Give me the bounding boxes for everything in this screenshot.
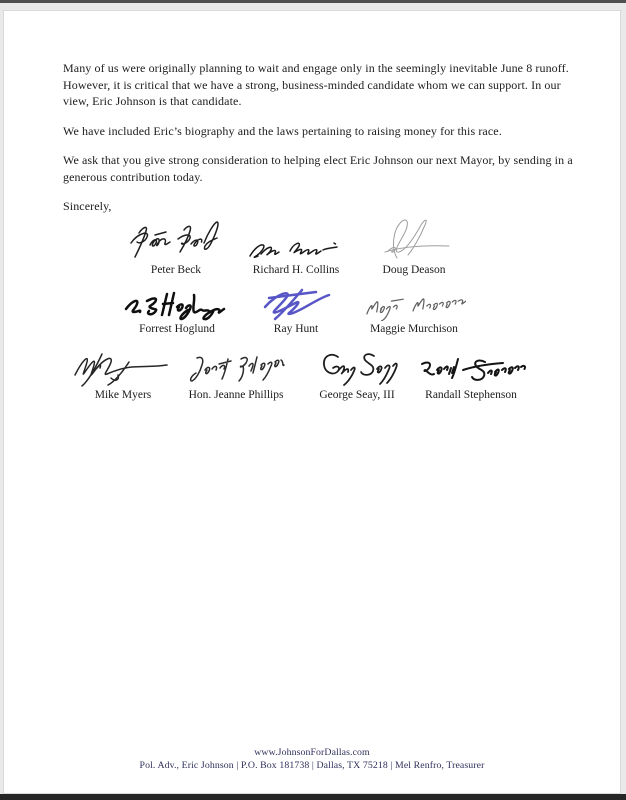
letter-footer [4,747,620,772]
signer-name: Randall Stephenson [425,389,517,401]
signature-ray-hunt-image [231,284,361,321]
signer-block-doug-deason [349,216,479,276]
signer-name: Peter Beck [150,264,202,276]
signer-name: Mike Myers [94,389,152,401]
signature-doug-deason-image [349,216,479,262]
signer-block-randall-stephenson [406,346,536,401]
signer-block-maggie-murchison [349,284,479,335]
signature-peter-beck-icon [124,218,228,262]
paragraph-runoff: Many of us were originally planning to wait and engage only in the seemingly inevitable June 8 runoff. However, it is critical that we have a strong, business-minded candidate whom we can support. In our view, Eric Johnson is that candidate. [63,61,569,108]
letter-page [3,10,621,794]
signer-block-forrest-hoglund [112,284,242,335]
closing-sincerely: Sincerely, [63,199,112,213]
signature-richard-collins-icon [246,232,346,262]
footer-disclaimer: Pol. Adv., Eric Johnson | P.O. Box 181738 | Dallas, TX 75218 | Mel Renfro, Treasurer [139,759,485,771]
signature-george-seay-image [292,346,422,387]
scan-bottom-bar [0,794,626,800]
signature-richard-collins-image [231,216,361,262]
signature-peter-beck-image [111,216,241,262]
signature-jeanne-phillips-image [171,346,301,387]
scan-top-bar [0,0,626,3]
signature-forrest-hoglund-image [112,284,242,321]
signer-name: Hon. Jeanne Phillips [188,389,284,401]
signer-name: Ray Hunt [273,323,319,335]
paragraph-biography: We have included Eric’s biography and the laws pertaining to raising money for this race. [63,123,502,138]
signature-maggie-murchison-image [349,284,479,321]
signer-block-ray-hunt [231,284,361,335]
signer-block-richard-collins [231,216,361,276]
signer-name: George Seay, III [319,389,395,401]
paragraph-contribution: We ask that you give strong consideration to helping elect Eric Johnson our next Mayor, by sending in a generous contribution today. [63,153,573,184]
signature-maggie-murchison-icon [362,295,466,321]
signature-randall-stephenson-icon [415,355,527,387]
signature-ray-hunt-icon [257,285,335,321]
signer-name: Richard H. Collins [252,264,340,276]
signer-block-mike-myers [58,346,188,401]
signer-name: Doug Deason [382,264,446,276]
signature-mike-myers-icon [69,347,177,387]
letter-body [63,60,576,228]
signature-forrest-hoglund-icon [121,287,233,321]
signature-mike-myers-image [58,346,188,387]
signature-jeanne-phillips-icon [185,351,287,387]
signer-block-peter-beck [111,216,241,276]
footer-website: www.JohnsonForDallas.com [254,747,370,758]
signature-george-seay-icon [315,347,399,387]
signature-doug-deason-icon [373,216,455,262]
signer-block-george-seay [292,346,422,401]
signer-name: Maggie Murchison [370,323,458,335]
signer-name: Forrest Hoglund [139,323,215,335]
signer-block-jeanne-phillips [171,346,301,401]
signature-randall-stephenson-image [406,346,536,387]
